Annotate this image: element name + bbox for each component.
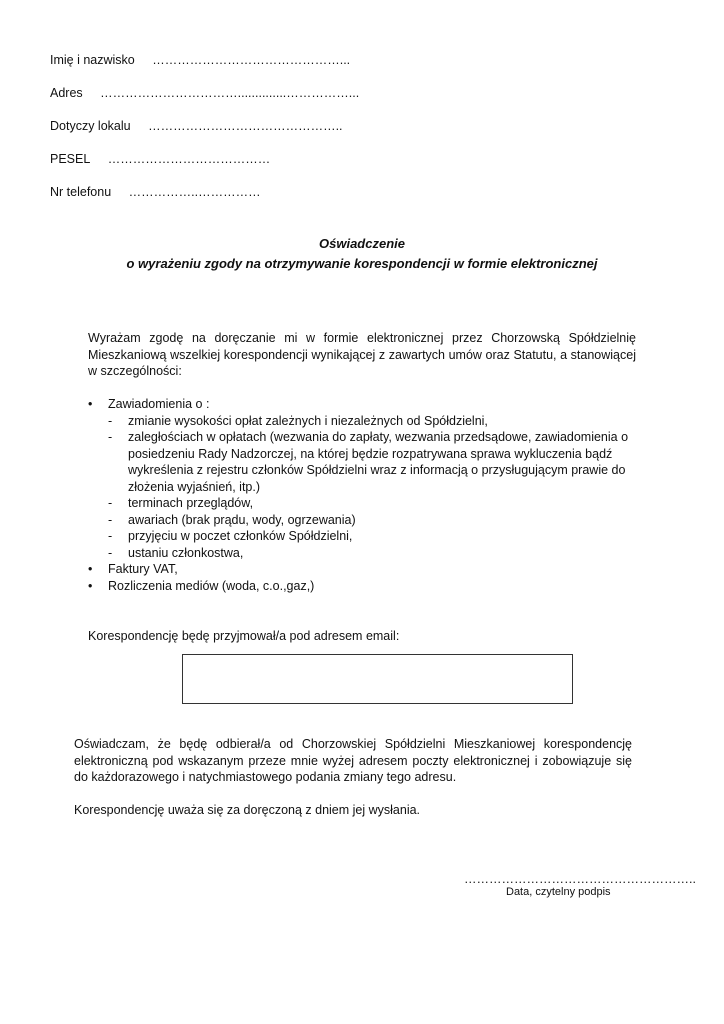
declaration-paragraph: Oświadczam, że będę odbierał/a od Chorzowskiej Spółdzielni Mieszkaniowej korespondencję elektroniczną pod wskazanym przeze mnie wyżej adresem poczty elektronicznej i zobowiązuje się do każdorazowego i natychmiastowego podania zmiany tego adresu.: [74, 737, 632, 784]
list-item: [88, 396, 648, 561]
dash-symbol: -: [108, 529, 113, 543]
signature-line: ………………………………………………..: [464, 872, 696, 886]
sub-list-item: [108, 429, 648, 495]
email-prompt: Korespondencję będę przyjmował/a pod adresem email:: [88, 629, 400, 643]
field-dots: …………………………………: [107, 152, 271, 166]
signature-caption: Data, czytelny podpis: [506, 886, 611, 898]
sub-list-item: [108, 545, 648, 562]
bullet-symbol: •: [88, 562, 93, 576]
sub-list-item-text: zmianie wysokości opłat zależnych i niezależnych od Spółdzielni,: [128, 413, 488, 428]
field-address: [50, 86, 359, 100]
email-box[interactable]: [182, 654, 573, 704]
field-dots: ………………………………………..: [148, 119, 343, 133]
sub-list: [108, 413, 648, 562]
field-dots: ……………………………..............……………...: [100, 86, 360, 100]
sub-list-item: [108, 528, 648, 545]
sub-list-item-text: awariach (brak prądu, wody, ogrzewania): [128, 512, 356, 527]
list-item: [88, 561, 648, 578]
sub-list-item-text: terminach przeglądów,: [128, 496, 254, 510]
field-label: Imię i nazwisko: [50, 53, 135, 67]
field-phone: [50, 185, 261, 199]
bullet-symbol: •: [88, 578, 93, 593]
document-title: Oświadczenie: [319, 236, 405, 251]
scope-list: [88, 396, 648, 594]
sub-list-item: [108, 495, 648, 512]
sub-list-item-text: zaległościach w opłatach (wezwania do zapłaty, wezwania przedsądowe, zawiadomienia o posiedzeniu Rady Nadzorczej, na której będzie rozpatrywana sprawa wykluczenia bądź wykreślenia z rejestru członków Spółdzielni wraz z informacją o przysługującym prawie do złożenia wyjaśnień, itp.): [128, 430, 629, 494]
document-subtitle: o wyrażeniu zgody na otrzymywanie korespondencji w formie elektronicznej: [126, 256, 598, 271]
dash-symbol: -: [108, 413, 113, 428]
dash-symbol: -: [108, 512, 113, 527]
list-item: [88, 578, 648, 595]
list-item-text: Zawiadomienia o :: [108, 397, 210, 411]
field-label: PESEL: [50, 152, 91, 166]
field-dots: ………………………………………...: [152, 53, 351, 67]
dash-symbol: -: [108, 430, 113, 444]
field-unit: [50, 119, 343, 133]
sub-list-item: [108, 512, 648, 529]
field-label: Dotyczy lokalu: [50, 119, 131, 133]
list-item-text: Faktury VAT,: [108, 562, 178, 576]
sub-list-item-text: ustaniu członkostwa,: [128, 545, 244, 560]
intro-paragraph: Wyrażam zgodę na doręczanie mi w formie elektronicznej przez Chorzowską Spółdzielnię Mieszkaniową wszelkiej korespondencji wynikającej z zawartych umów oraz Statutu, a stanowiącej w szczególności:: [88, 331, 636, 378]
dash-symbol: -: [108, 545, 113, 560]
bullet-symbol: •: [88, 397, 93, 411]
field-label: Adres: [50, 86, 83, 100]
dash-symbol: -: [108, 496, 113, 510]
field-pesel: [50, 152, 270, 166]
field-name: [50, 53, 350, 67]
sub-list-item-text: przyjęciu w poczet członków Spółdzielni,: [128, 529, 353, 543]
field-dots: ……………..……………: [128, 185, 261, 199]
list-item-text: Rozliczenia mediów (woda, c.o.,gaz,): [108, 578, 315, 593]
field-label: Nr telefonu: [50, 185, 112, 199]
delivery-note: Korespondencję uważa się za doręczoną z dniem jej wysłania.: [74, 803, 421, 817]
sub-list-item: [108, 413, 648, 430]
